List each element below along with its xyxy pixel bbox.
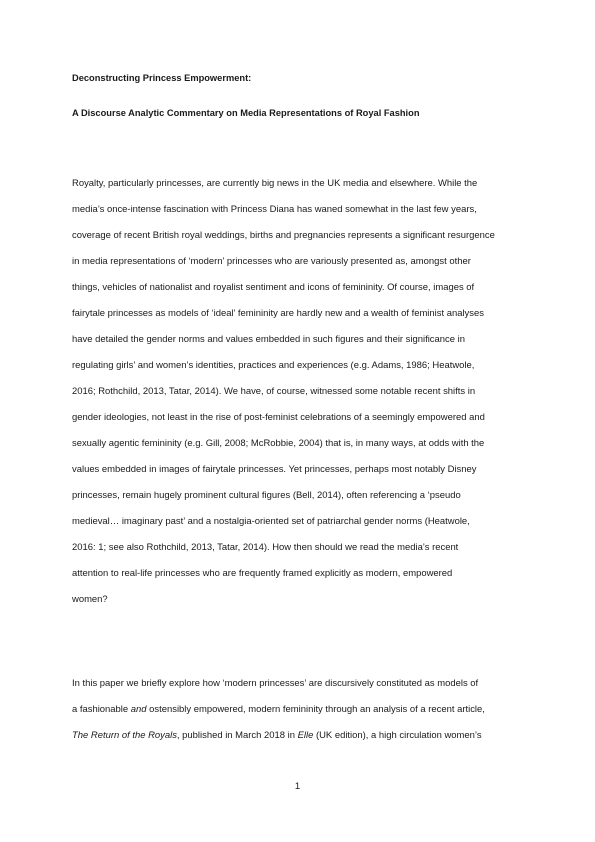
text-line: gender ideologies, not least in the rise of post-feminist celebrations of a seemingly empowered and xyxy=(72,412,485,423)
text-line: 2016: 1; see also Rothchild, 2013, Tatar, 2014). How then should we read the media’s recent xyxy=(72,542,459,553)
text-line xyxy=(72,703,524,729)
emphasis-text: and xyxy=(130,704,147,715)
article-title: The Return of the Royals xyxy=(72,730,177,741)
text-run: ostensibly empowered, modern femininity through an analysis of a recent article, xyxy=(146,704,485,715)
text-line: media’s once-intense fascination with Princess Diana has waned somewhat in the last few years, xyxy=(72,204,477,215)
text-line: regulating girls’ and women’s identities, practices and experiences (e.g. Adams, 1986; Heatwole, xyxy=(72,360,475,371)
paper-title: Deconstructing Princess Empowerment: xyxy=(72,73,252,83)
text-line: Royalty, particularly princesses, are currently big news in the UK media and elsewhere. While the xyxy=(72,178,478,189)
paragraph-intro xyxy=(72,177,524,619)
text-line: have detailed the gender norms and values embedded in such figures and their significance in xyxy=(72,334,465,345)
text-run: (UK edition), a high circulation women’s xyxy=(313,730,482,741)
paper-subtitle: A Discourse Analytic Commentary on Media Representations of Royal Fashion xyxy=(72,108,420,118)
text-line: medieval… imaginary past’ and a nostalgia-oriented set of patriarchal gender norms (Heatwole, xyxy=(72,516,470,527)
text-line: fairytale princesses as models of ‘ideal’ femininity are hardly new and a wealth of feminist analyses xyxy=(72,308,484,319)
text-run: , published in March 2018 in xyxy=(176,730,298,741)
text-line: in media representations of ‘modern’ princesses who are variously presented as, amongst other xyxy=(72,256,471,267)
magazine-name: Elle xyxy=(297,730,314,741)
text-line: coverage of recent British royal weddings, births and pregnancies represents a significant resurgence xyxy=(72,230,495,241)
text-line: things, vehicles of nationalist and royalist sentiment and icons of femininity. Of course, images of xyxy=(72,282,475,293)
text-line xyxy=(72,729,524,755)
text-line: attention to real-life princesses who are frequently framed explicitly as modern, empowered xyxy=(72,568,453,579)
text-line: princesses, remain hugely prominent cultural figures (Bell, 2014), often referencing a ‘pseudo xyxy=(72,490,461,501)
paragraph-method xyxy=(72,677,524,755)
text-line: In this paper we briefly explore how ‘modern princesses’ are discursively constituted as models of xyxy=(72,678,479,689)
text-line: sexually agentic femininity (e.g. Gill, 2008; McRobbie, 2004) that is, in many ways, at odds with the xyxy=(72,438,485,449)
text-line: women? xyxy=(72,594,108,605)
page-number: 1 xyxy=(294,781,301,792)
text-run: a fashionable xyxy=(72,704,131,715)
text-line: values embedded in images of fairytale princesses. Yet princesses, perhaps most notably Disney xyxy=(72,464,477,475)
text-line: 2016; Rothchild, 2013, Tatar, 2014). We have, of course, witnessed some notable recent shifts in xyxy=(72,386,476,397)
